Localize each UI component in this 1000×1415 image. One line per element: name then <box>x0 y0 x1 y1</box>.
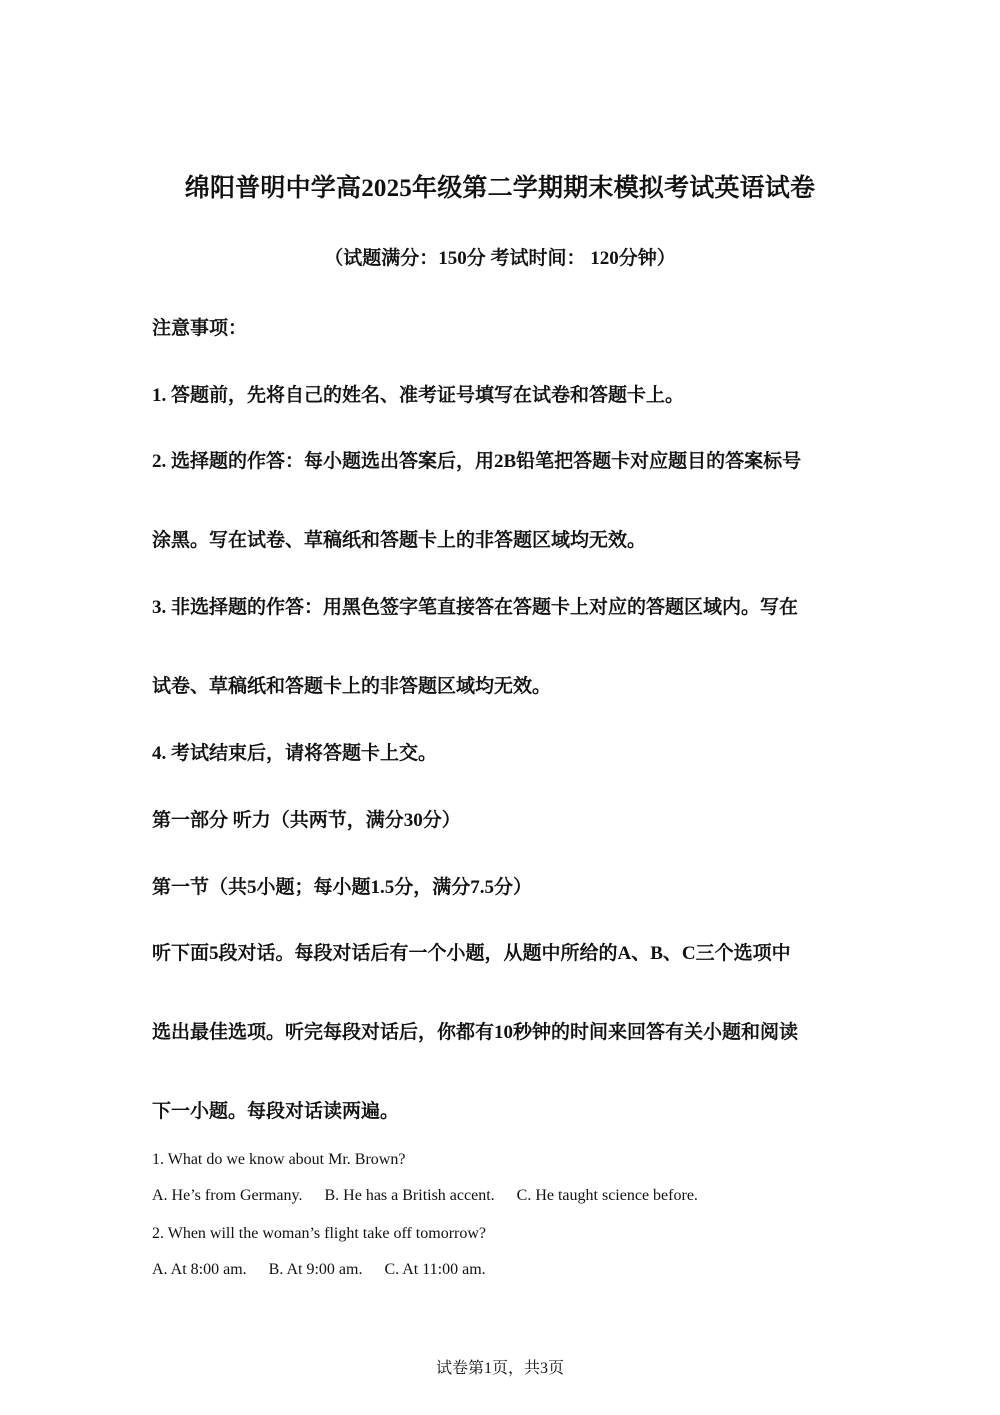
instructions-line-3: 下一小题。每段对话读两遍。 <box>152 1101 400 1122</box>
notice-item-3-line-2: 试卷、草稿纸和答题卡上的非答题区域均无效。 <box>152 676 552 697</box>
exam-title: 绵阳普明中学高2025年级第二学期期末模拟考试英语试卷 <box>184 175 816 202</box>
exam-subtitle: （试题满分：150分 考试时间： 120分钟） <box>324 248 676 269</box>
question-2-option-b: B. At 9:00 am. <box>268 1261 363 1278</box>
question-1-option-c: C. He taught science before. <box>516 1187 698 1204</box>
notice-item-4: 4. 考试结束后，请将答题卡上交。 <box>152 743 438 764</box>
part1-heading: 第一部分 听力（共两节，满分30分） <box>152 810 461 831</box>
instructions-line-2: 选出最佳选项。听完每段对话后，你都有10秒钟的时间来回答有关小题和阅读 <box>152 1022 799 1043</box>
question-2-option-a: A. At 8:00 am. <box>152 1261 247 1278</box>
question-1-option-b: B. He has a British accent. <box>324 1187 495 1204</box>
notice-item-3-line-1: 3. 非选择题的作答：用黑色签字笔直接答在答题卡上对应的答题区域内。写在 <box>152 597 799 618</box>
notice-item-1: 1. 答题前，先将自己的姓名、准考证号填写在试卷和答题卡上。 <box>152 385 685 406</box>
question-2-stem: 2. When will the woman’s flight take off tomorrow? <box>152 1225 487 1242</box>
notice-item-2-line-2: 涂黑。写在试卷、草稿纸和答题卡上的非答题区域均无效。 <box>152 530 647 551</box>
section1-heading: 第一节（共5小题；每小题1.5分，满分7.5分） <box>152 877 533 898</box>
notice-item-2-line-1: 2. 选择题的作答：每小题选出答案后，用2B铅笔把答题卡对应题目的答案标号 <box>152 451 802 472</box>
question-1-options <box>152 1187 716 1205</box>
question-2-options <box>152 1261 504 1279</box>
question-2-option-c: C. At 11:00 am. <box>384 1261 486 1278</box>
question-1-stem: 1. What do we know about Mr. Brown? <box>152 1151 406 1168</box>
notice-heading: 注意事项： <box>152 318 248 339</box>
instructions-line-1: 听下面5段对话。每段对话后有一个小题，从题中所给的A、B、C三个选项中 <box>152 943 791 964</box>
question-1-option-a: A. He’s from Germany. <box>152 1187 303 1204</box>
page-footer: 试卷第1页，共3页 <box>435 1360 564 1377</box>
